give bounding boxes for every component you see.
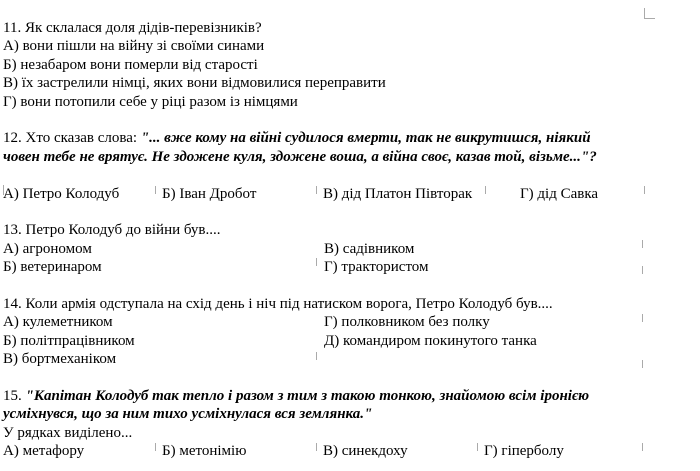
page-corner-mark [644,8,655,19]
cell-mark [155,443,156,451]
q12-option-a: А) Петро Колодуб [3,186,120,202]
question-11: 11. Як склалася доля дідів-перевізників? [3,20,262,36]
q11-option-g: Г) вони потопили себе у ріці разом із німцями [3,94,298,110]
q15-option-g: Г) гіперболу [484,443,564,459]
question-12-quote-line1: "... вже кому на війні судилося вмерти, так не викрутишся, ніякий [140,130,591,146]
question-15-number: 15. [3,388,26,404]
q13-option-b: Б) ветеринаром [3,259,102,275]
q13-option-g: Г) трактористом [324,259,429,275]
question-13: 13. Петро Колодуб до війни був.... [3,222,221,238]
cell-mark [316,186,317,194]
cell-mark [485,186,486,194]
q13-option-v: В) садівником [324,241,415,257]
q11-option-b: Б) незабаром вони померли від старості [3,57,258,73]
cell-mark [642,443,643,451]
q15-option-b: Б) метонімію [162,443,247,459]
cell-mark [642,266,643,274]
cell-mark [477,443,478,451]
q12-option-g: Г) дід Савка [520,186,599,202]
q11-option-a: А) вони пішли на війну зі своїми синами [3,38,265,54]
q13-option-a: А) агрономом [3,241,92,257]
q14-option-v: В) бортмеханіком [3,351,117,367]
cell-mark [316,258,317,266]
q14-option-a: А) кулеметником [3,314,113,330]
question-12 [3,129,591,148]
cell-mark [642,360,643,368]
question-15 [3,387,589,406]
q14-option-d: Д) командиром покинутого танка [324,333,537,349]
q15-option-a: А) метафору [3,443,85,459]
question-15-quote-line2: усміхнувся, що за ним тихо усміхнулася вся землянка." [3,406,373,422]
cell-mark [642,240,643,248]
cell-mark [642,314,643,322]
cell-mark [644,186,645,194]
question-12-number: 12. Хто сказав слова: [3,130,141,146]
cell-mark [316,443,317,451]
q14-option-g: Г) полковником без полку [324,314,490,330]
q14-option-b: Б) політпрацівником [3,333,135,349]
q11-option-v: В) їх застрелили німці, яких вони відмовилися переправити [3,75,386,91]
cell-mark [316,352,317,360]
question-15-quote-line1: "Капітан Колодуб так тепло і разом з тим з такою тонкою, знайомою всім іронією [25,388,590,404]
q12-option-v: В) дід Платон Півторак [323,186,473,202]
question-14: 14. Коли армія одступала на схід день і ніч під натиском ворога, Петро Колодуб був.... [3,296,553,312]
q12-option-b: Б) Іван Дробот [162,186,257,202]
q15-option-v: В) синекдоху [323,443,408,459]
cell-mark [155,186,156,194]
question-12-quote-line2: човен тебе не врятує. Не здожене куля, здожене воша, а війна своє, казав той, візьме..."? [3,149,597,165]
question-15-prompt: У рядках виділено... [3,425,133,441]
